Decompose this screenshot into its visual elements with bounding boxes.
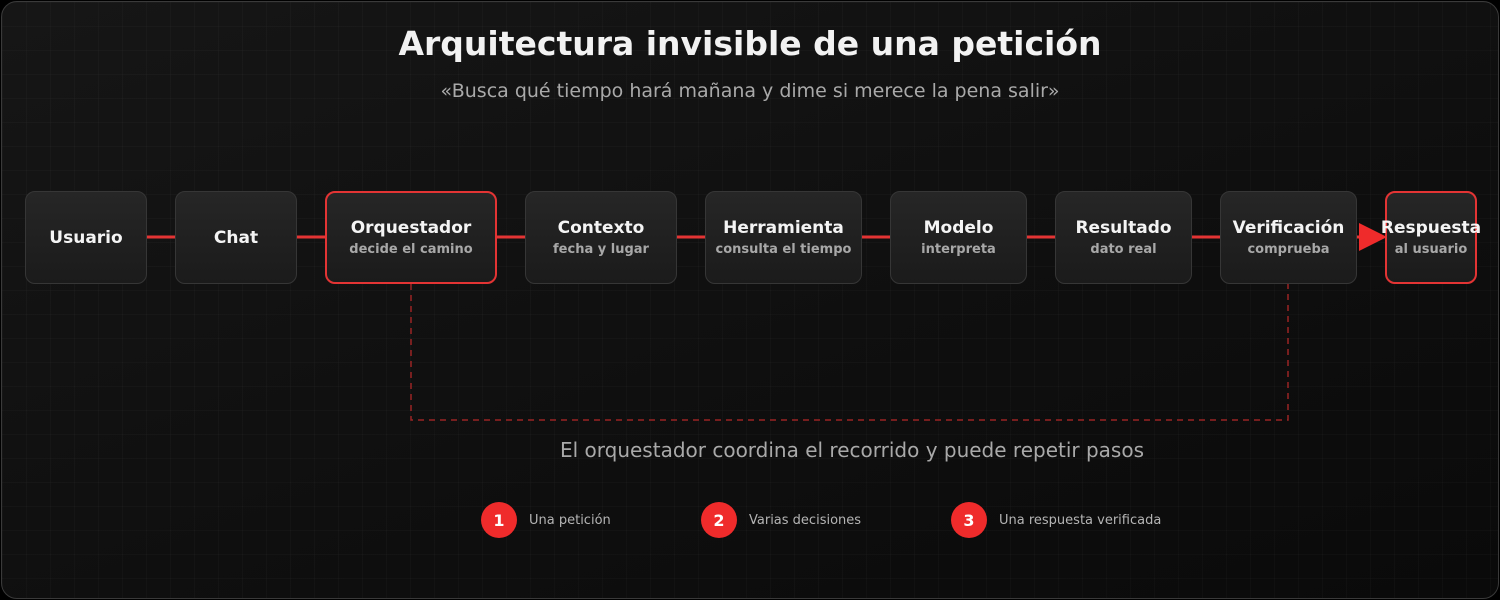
- node-label: Modelo: [923, 217, 994, 238]
- diagram-canvas: [1, 1, 1499, 599]
- node-label: Orquestador: [350, 217, 472, 238]
- node-sublabel: consulta el tiempo: [715, 241, 852, 257]
- legend-number-badge: 1: [481, 502, 517, 538]
- node-label: Resultado: [1075, 217, 1172, 238]
- legend-text: Varias decisiones: [749, 512, 862, 528]
- node-orquestador: [325, 191, 497, 284]
- node-herramienta: [705, 191, 862, 284]
- node-usuario: [25, 191, 147, 284]
- node-label: Herramienta: [723, 217, 844, 238]
- node-contexto: [525, 191, 677, 284]
- legend-item: [951, 502, 1161, 538]
- node-resultado: [1055, 191, 1192, 284]
- legend-item: [701, 502, 861, 538]
- diagram-title: Arquitectura invisible de una petición: [398, 24, 1102, 63]
- node-sublabel: interpreta: [921, 241, 996, 257]
- node-sublabel: dato real: [1090, 241, 1157, 257]
- node-modelo: [890, 191, 1027, 284]
- node-sublabel: al usuario: [1394, 241, 1468, 257]
- node-verificacion: [1220, 191, 1357, 284]
- diagram-subtitle: «Busca qué tiempo hará mañana y dime si merece la pena salir»: [440, 80, 1060, 102]
- node-label: Usuario: [49, 227, 123, 248]
- legend-text: Una respuesta verificada: [999, 512, 1162, 528]
- node-label: Contexto: [557, 217, 645, 238]
- legend-text: Una petición: [529, 512, 611, 528]
- legend-item: [481, 502, 611, 538]
- node-sublabel: comprueba: [1247, 241, 1330, 257]
- orchestrator-loop-path: [411, 284, 1288, 420]
- loop-caption: El orquestador coordina el recorrido y puede repetir pasos: [559, 438, 1145, 462]
- node-label: Verificación: [1232, 217, 1345, 238]
- node-respuesta: [1380, 191, 1482, 284]
- node-sublabel: fecha y lugar: [553, 241, 649, 257]
- node-label: Chat: [213, 227, 259, 248]
- legend-number-badge: 2: [701, 502, 737, 538]
- legend-number-badge: 3: [951, 502, 987, 538]
- node-sublabel: decide el camino: [349, 241, 473, 257]
- node-chat: [175, 191, 297, 284]
- node-label: Respuesta: [1380, 217, 1482, 238]
